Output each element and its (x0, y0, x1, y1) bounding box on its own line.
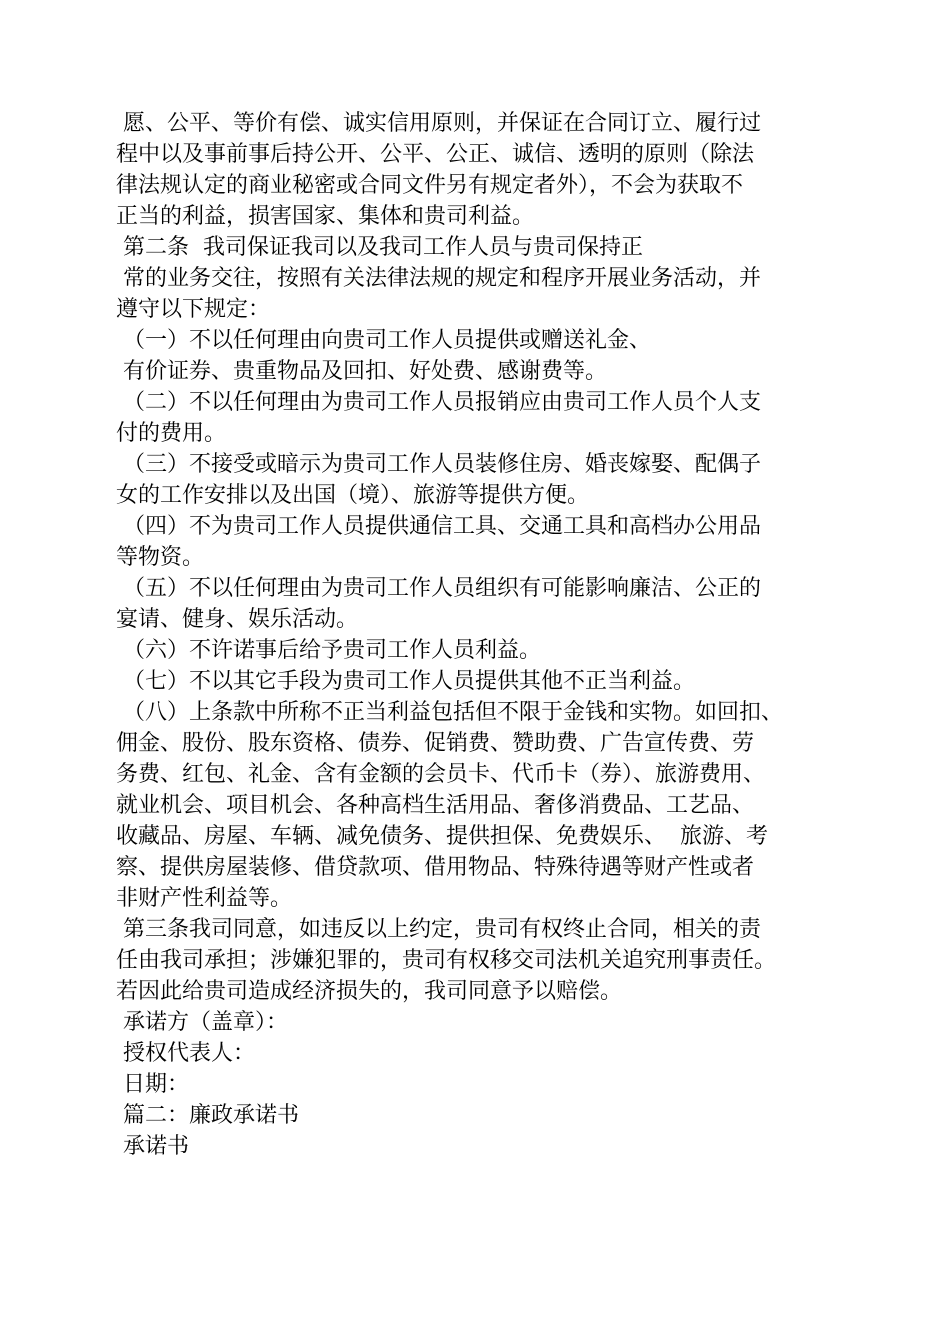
article-heading-3: 第三条我司同意，如违反以上约定，贵司有权终止合同，相关的责 (116, 917, 761, 942)
text-line: 常的业务交往，按照有关法律法规的规定和程序开展业务活动，并 (116, 266, 761, 291)
clause-item-3: （三）不接受或暗示为贵司工作人员装修住房、婚丧嫁娶、配偶子 (116, 452, 761, 477)
clause-item-2: （二）不以任何理由为贵司工作人员报销应由贵司工作人员个人支 (116, 390, 761, 415)
text-line: 收藏品、房屋、车辆、减免债务、提供担保、免费娱乐、 旅游、考 (116, 824, 768, 849)
clause-item-6: （六）不许诺事后给予贵司工作人员利益。 (116, 638, 541, 663)
text-line: 正当的利益，损害国家、集体和贵司利益。 (116, 204, 535, 229)
text-line: 佣金、股份、股东资格、债券、促销费、赞助费、广告宣传费、劳 (116, 731, 755, 756)
text-line: 非财产性利益等。 (116, 886, 293, 911)
text-line: 宴请、健身、娱乐活动。 (116, 607, 359, 632)
text-line: 等物资。 (116, 545, 205, 570)
clause-item-1: （一）不以任何理由向贵司工作人员提供或赠送礼金、 (116, 328, 651, 353)
document-body (116, 108, 856, 1162)
date-label: 日期： (116, 1072, 189, 1097)
clause-item-7: （七）不以其它手段为贵司工作人员提供其他不正当利益。 (116, 669, 695, 694)
document-title: 承诺书 (116, 1134, 189, 1159)
text-line: 就业机会、项目机会、各种高档生活用品、奢侈消费品、工艺品、 (116, 793, 755, 818)
text-line: 付的费用。 (116, 421, 227, 446)
text-line: 程中以及事前事后持公开、公平、公正、诚信、透明的原则（除法 (116, 142, 755, 167)
text-line: 察、提供房屋装修、借贷款项、借用物品、特殊待遇等财产性或者 (116, 855, 755, 880)
text-line: 律法规认定的商业秘密或合同文件另有规定者外），不会为获取不 (116, 173, 744, 198)
text-line: 务费、红包、礼金、含有金额的会员卡、代币卡（券）、旅游费用、 (116, 762, 766, 787)
text-line: 女的工作安排以及出国（境）、旅游等提供方便。 (116, 483, 590, 508)
section-title: 篇二：廉政承诺书 (116, 1103, 299, 1128)
text-line: 有价证券、贵重物品及回扣、好处费、感谢费等。 (116, 359, 607, 384)
text-line: 若因此给贵司造成经济损失的，我司同意予以赔偿。 (116, 979, 623, 1004)
signature-party-label: 承诺方（盖章）： (116, 1010, 288, 1035)
text-line: 愿、公平、等价有偿、诚实信用原则，并保证在合同订立、履行过 (116, 111, 761, 136)
text-line: 任由我司承担；涉嫌犯罪的，贵司有权移交司法机关追究刑事责任。 (116, 948, 777, 973)
article-heading-2: 第二条 我司保证我司以及我司工作人员与贵司保持正 (116, 235, 643, 260)
clause-item-4: （四）不为贵司工作人员提供通信工具、交通工具和高档办公用品 (116, 514, 761, 539)
text-line: 遵守以下规定： (116, 297, 271, 322)
clause-item-5: （五）不以任何理由为贵司工作人员组织有可能影响廉洁、公正的 (116, 576, 761, 601)
clause-item-8: （八）上条款中所称不正当利益包括但不限于金钱和实物。如回扣、 (116, 700, 783, 725)
authorized-representative-label: 授权代表人： (116, 1041, 255, 1066)
